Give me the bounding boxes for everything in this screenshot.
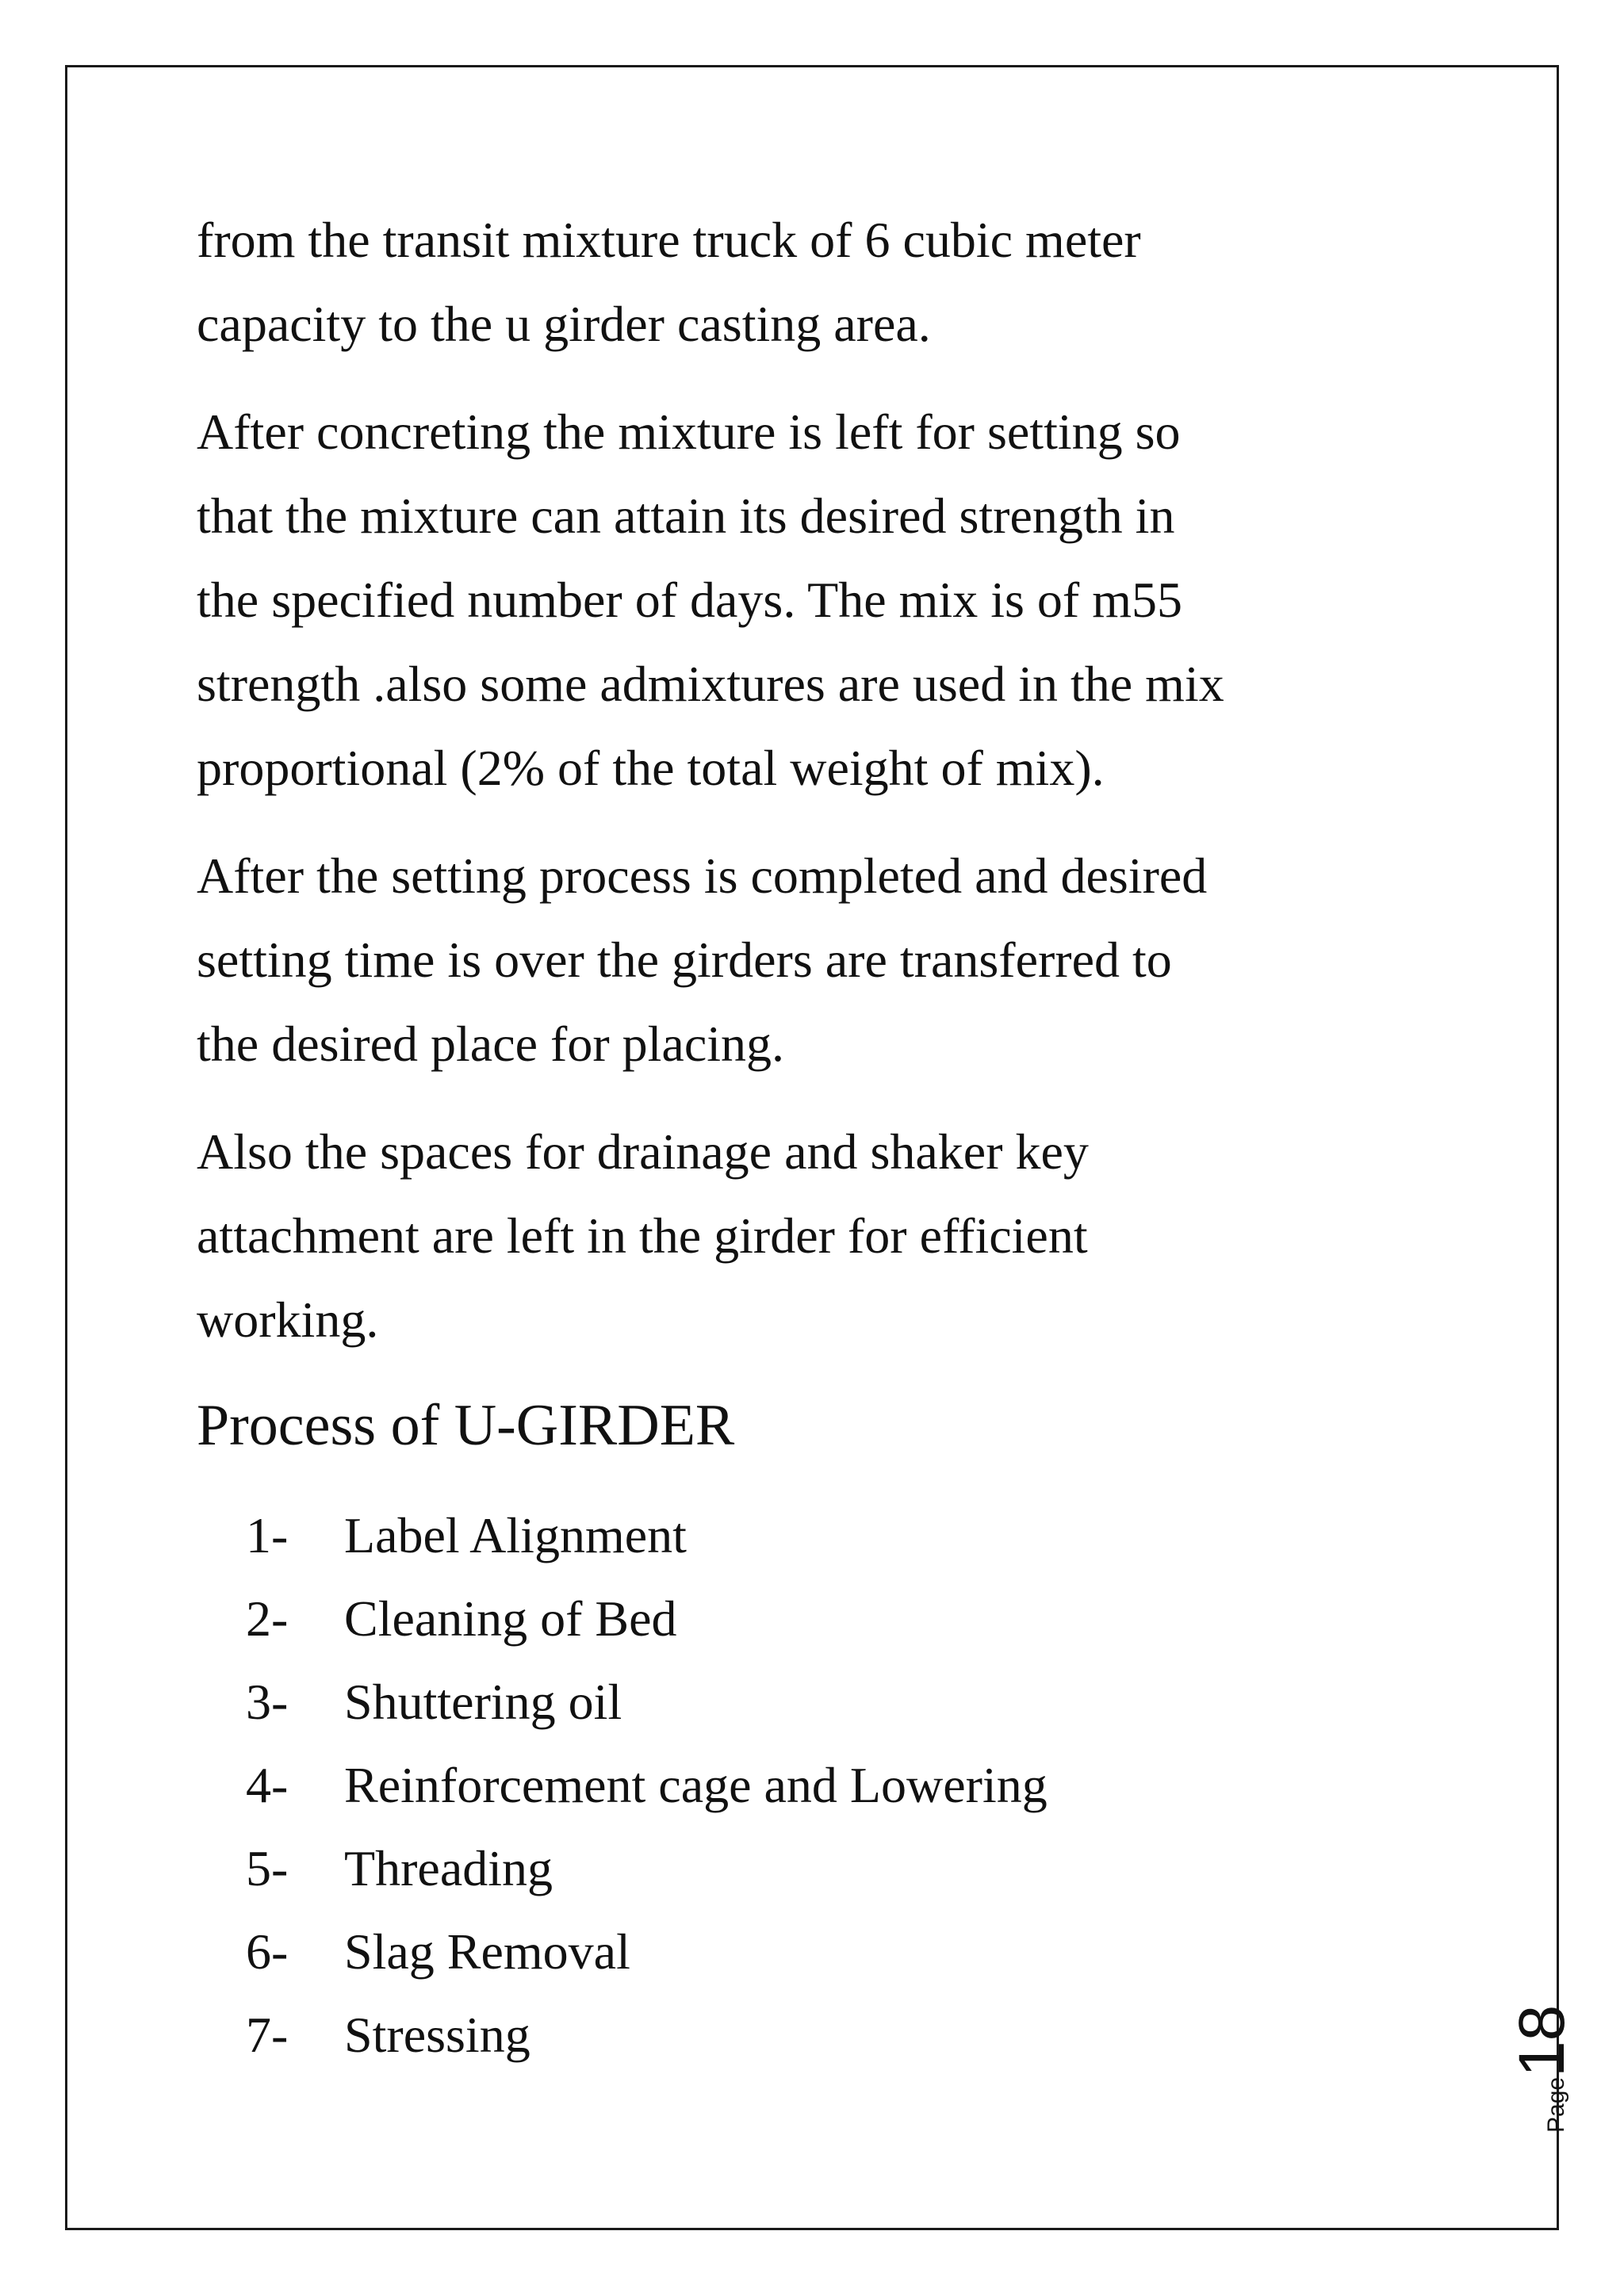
step-label: Stressing (344, 2007, 530, 2063)
paragraph (197, 198, 1465, 366)
step-number: 1- (246, 1507, 289, 1563)
step-label: Threading (344, 1840, 553, 1896)
list-item (246, 1660, 1465, 1743)
step-label: Cleaning of Bed (344, 1590, 677, 1647)
page-content (197, 198, 1465, 2076)
paragraph-line: the desired place for placing. (197, 1016, 784, 1072)
paragraph-line: that the mixture can attain its desired strength in (197, 488, 1175, 544)
paragraph-line: the specified number of days. The mix is of m55 (197, 572, 1182, 628)
page-number (1505, 2006, 1576, 2133)
paragraph-line: from the transit mixture truck of 6 cubic meter (197, 212, 1141, 268)
step-label: Slag Removal (344, 1923, 630, 1980)
section-heading: Process of U-GIRDER (197, 1393, 735, 1458)
list-item (246, 1827, 1465, 1910)
list-item (246, 1910, 1465, 1993)
paragraph-line: strength .also some admixtures are used in the mix (197, 656, 1224, 712)
paragraph (197, 1110, 1465, 1362)
step-label: Shuttering oil (344, 1674, 622, 1730)
step-number: 3- (246, 1674, 289, 1730)
step-label: Label Alignment (344, 1507, 687, 1563)
page-label: Page (1543, 2076, 1569, 2133)
paragraph-line: attachment are left in the girder for efficient (197, 1207, 1088, 1264)
process-steps-list (197, 1494, 1465, 2076)
list-item (246, 1743, 1465, 1827)
step-number: 4- (246, 1757, 289, 1813)
list-item (246, 1494, 1465, 1577)
paragraph-line: capacity to the u girder casting area. (197, 296, 931, 352)
step-number: 5- (246, 1840, 289, 1896)
paragraph-line: setting time is over the girders are transferred to (197, 932, 1172, 988)
step-label: Reinforcement cage and Lowering (344, 1757, 1048, 1813)
paragraph-line: working. (197, 1292, 379, 1348)
paragraph (197, 390, 1465, 810)
list-item (246, 1577, 1465, 1660)
paragraph-line: proportional (2% of the total weight of mix). (197, 740, 1105, 796)
paragraph-line: After concreting the mixture is left for setting so (197, 404, 1181, 460)
paragraph (197, 834, 1465, 1086)
step-number: 2- (246, 1590, 289, 1647)
step-number: 7- (246, 2007, 289, 2063)
page-number-value: 18 (1506, 2004, 1578, 2077)
paragraph-line: After the setting process is completed and desired (197, 848, 1208, 904)
paragraph-line: Also the spaces for drainage and shaker key (197, 1123, 1089, 1180)
step-number: 6- (246, 1923, 289, 1980)
list-item (246, 1993, 1465, 2076)
